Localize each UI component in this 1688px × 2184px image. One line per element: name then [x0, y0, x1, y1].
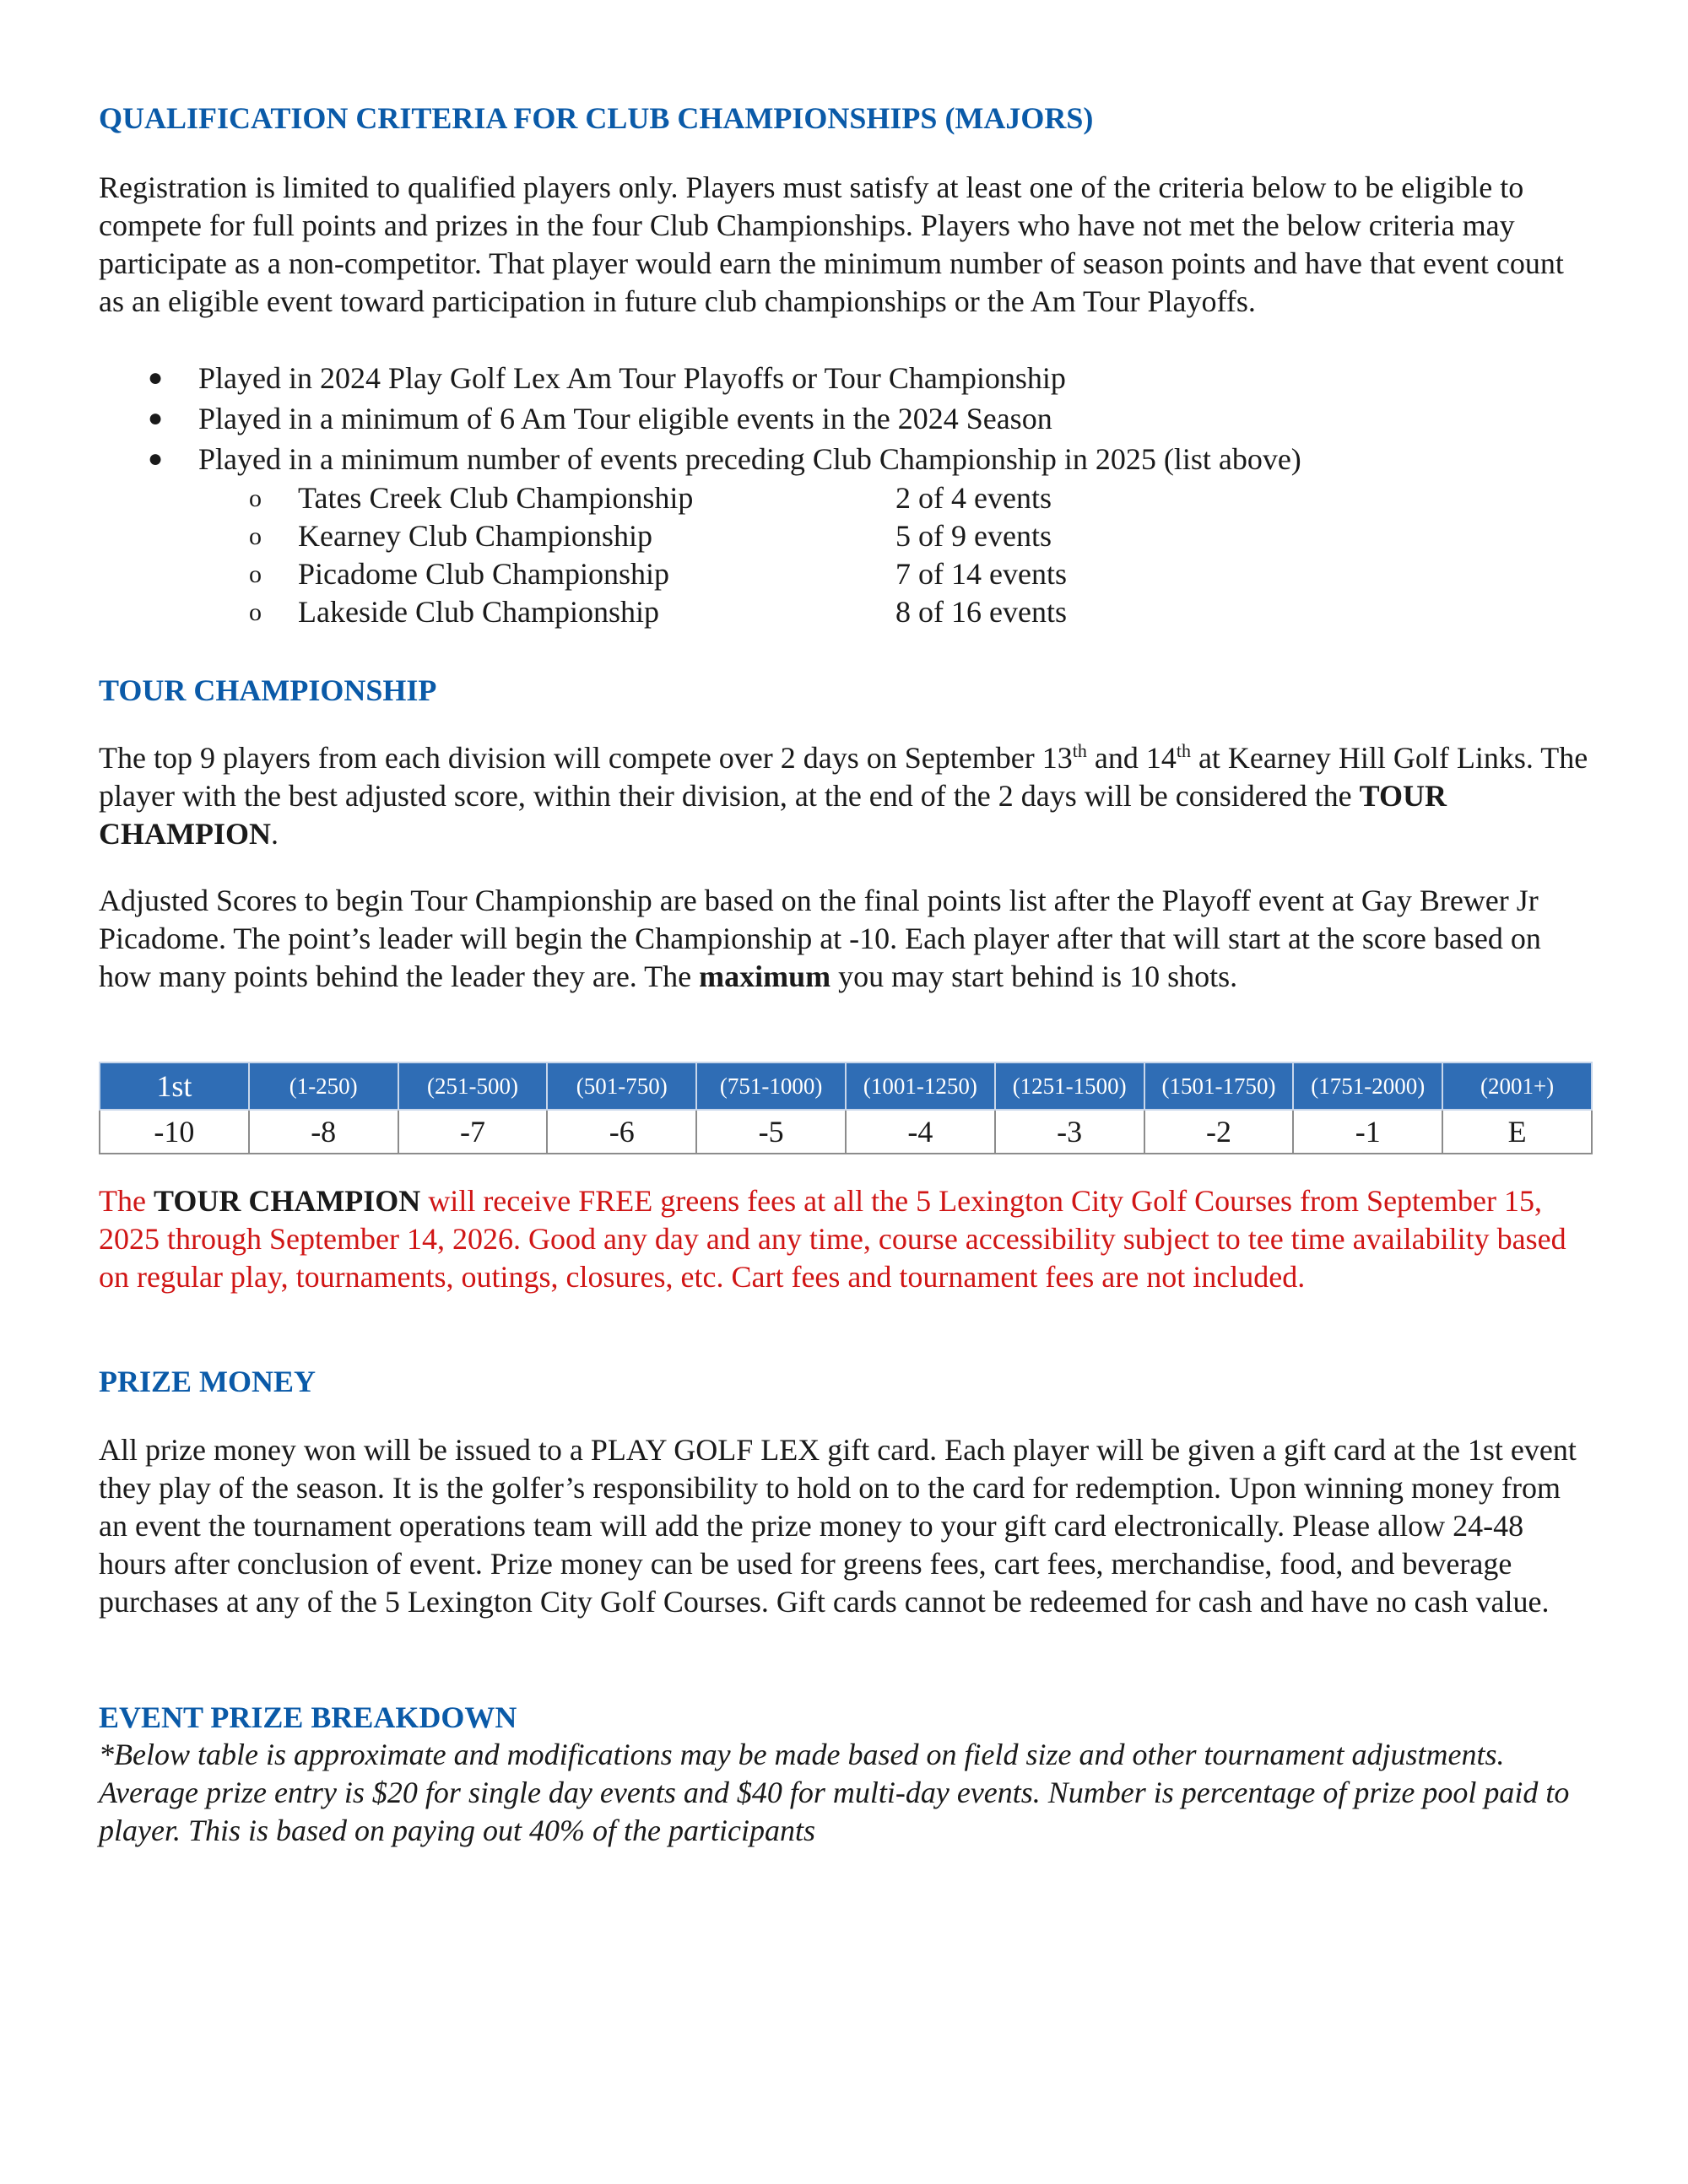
table-header-cell: (1501-1750) [1144, 1062, 1294, 1110]
table-header-cell: (1251-1500) [995, 1062, 1144, 1110]
bullet-icon: ● [148, 404, 164, 432]
prize-breakdown-note: *Below table is approximate and modifications may be made based on field size and other tournament adjustments. Average prize entry is $20 for single day events and $40 for multi-day events. Number is percentage of prize pool paid to player. This is based on paying out 40% of the participants [99, 1738, 1570, 1847]
bullet-icon: ● [148, 364, 164, 392]
prize-money-paragraph: All prize money won will be issued to a PLAY GOLF LEX gift card. Each player will be given a gift card at the 1st event they play of the season. It is the golfer’s responsibility to hold on to the card for redemption. Upon winning money from an event the tournament operations team will add the prize money to your gift card electronically. Please allow 24-48 hours after conclusion of event. Prize money can be used for greens fees, cart fees, merchandise, food, and beverage purchases at any of the 5 Lexington City Golf Courses. Gift cards cannot be redeemed for cash and have no cash value. [99, 1433, 1577, 1619]
table-cell: -6 [547, 1110, 696, 1154]
adjusted-scores-paragraph: Adjusted Scores to begin Tour Championship are based on the final points list after the Playoff event at Gay Brewer Jr Picadome. The point’s leader will begin the Championship at -10. Each player after that will start at the score based on how many points behind the leader they are. The maximum you may start behind is 10 shots. [99, 884, 1541, 993]
prize-money-heading: PRIZE MONEY [99, 1365, 316, 1398]
table-header-cell: (2001+) [1442, 1062, 1592, 1110]
table-cell: -5 [696, 1110, 846, 1154]
table-cell: -10 [100, 1110, 249, 1154]
table-header-cell: (1751-2000) [1293, 1062, 1442, 1110]
bullet-icon: ● [148, 445, 164, 473]
table-cell: E [1442, 1110, 1592, 1154]
table-header-cell: 1st [100, 1062, 249, 1110]
table-header-cell: (251-500) [398, 1062, 548, 1110]
table-cell: -7 [398, 1110, 548, 1154]
qualification-heading: QUALIFICATION CRITERIA FOR CLUB CHAMPIONSHIPS (MAJORS) [99, 101, 1094, 135]
qualification-paragraph: Registration is limited to qualified players only. Players must satisfy at least one of the criteria below to be eligible to compete for full points and prizes in the four Club Championships. Players who have not met the below criteria may participate as a non-competitor. That player would earn the minimum number of season points and have that event count as an eligible event toward participation in future club championships or the Am Tour Playoffs. [99, 170, 1564, 318]
circle-bullet-icon: o [249, 522, 262, 550]
table-cell: -3 [995, 1110, 1144, 1154]
table-cell: -1 [1293, 1110, 1442, 1154]
table-cell: -4 [846, 1110, 995, 1154]
tour-champion-reward-paragraph: The TOUR CHAMPION will receive FREE greens fees at all the 5 Lexington City Golf Courses from September 15, 2025 through September 14, 2026. Good any day and any time, course accessibility subject to tee time availability based on regular play, tournaments, outings, closures, etc. Cart fees and tournament fees are not included. [99, 1184, 1566, 1294]
table-header-cell: (751-1000) [696, 1062, 846, 1110]
table-header-cell: (501-750) [547, 1062, 696, 1110]
circle-bullet-icon: o [249, 598, 262, 626]
event-prize-breakdown-heading: EVENT PRIZE BREAKDOWN [99, 1700, 517, 1734]
adjusted-score-table [99, 1062, 1593, 1154]
circle-bullet-icon: o [249, 560, 262, 588]
tour-champion-emphasis: TOUR CHAMPION [99, 779, 1447, 851]
table-cell: -8 [249, 1110, 398, 1154]
table-header-cell: (1-250) [249, 1062, 398, 1110]
tour-championship-heading: TOUR CHAMPIONSHIP [99, 673, 437, 707]
table-header-row [100, 1062, 1592, 1110]
circle-bullet-icon: o [249, 484, 262, 512]
table-header-cell: (1001-1250) [846, 1062, 995, 1110]
table-cell: -2 [1144, 1110, 1294, 1154]
maximum-emphasis: maximum [699, 960, 831, 993]
tour-champion-emphasis: TOUR CHAMPION [153, 1184, 421, 1218]
table-row [100, 1110, 1592, 1154]
tour-championship-paragraph: The top 9 players from each division will compete over 2 days on September 13th and 14th at Kearney Hill Golf Links. The player with the best adjusted score, within their division, at the end of the 2 days will be considered the TOUR CHAMPION. [99, 740, 1588, 851]
